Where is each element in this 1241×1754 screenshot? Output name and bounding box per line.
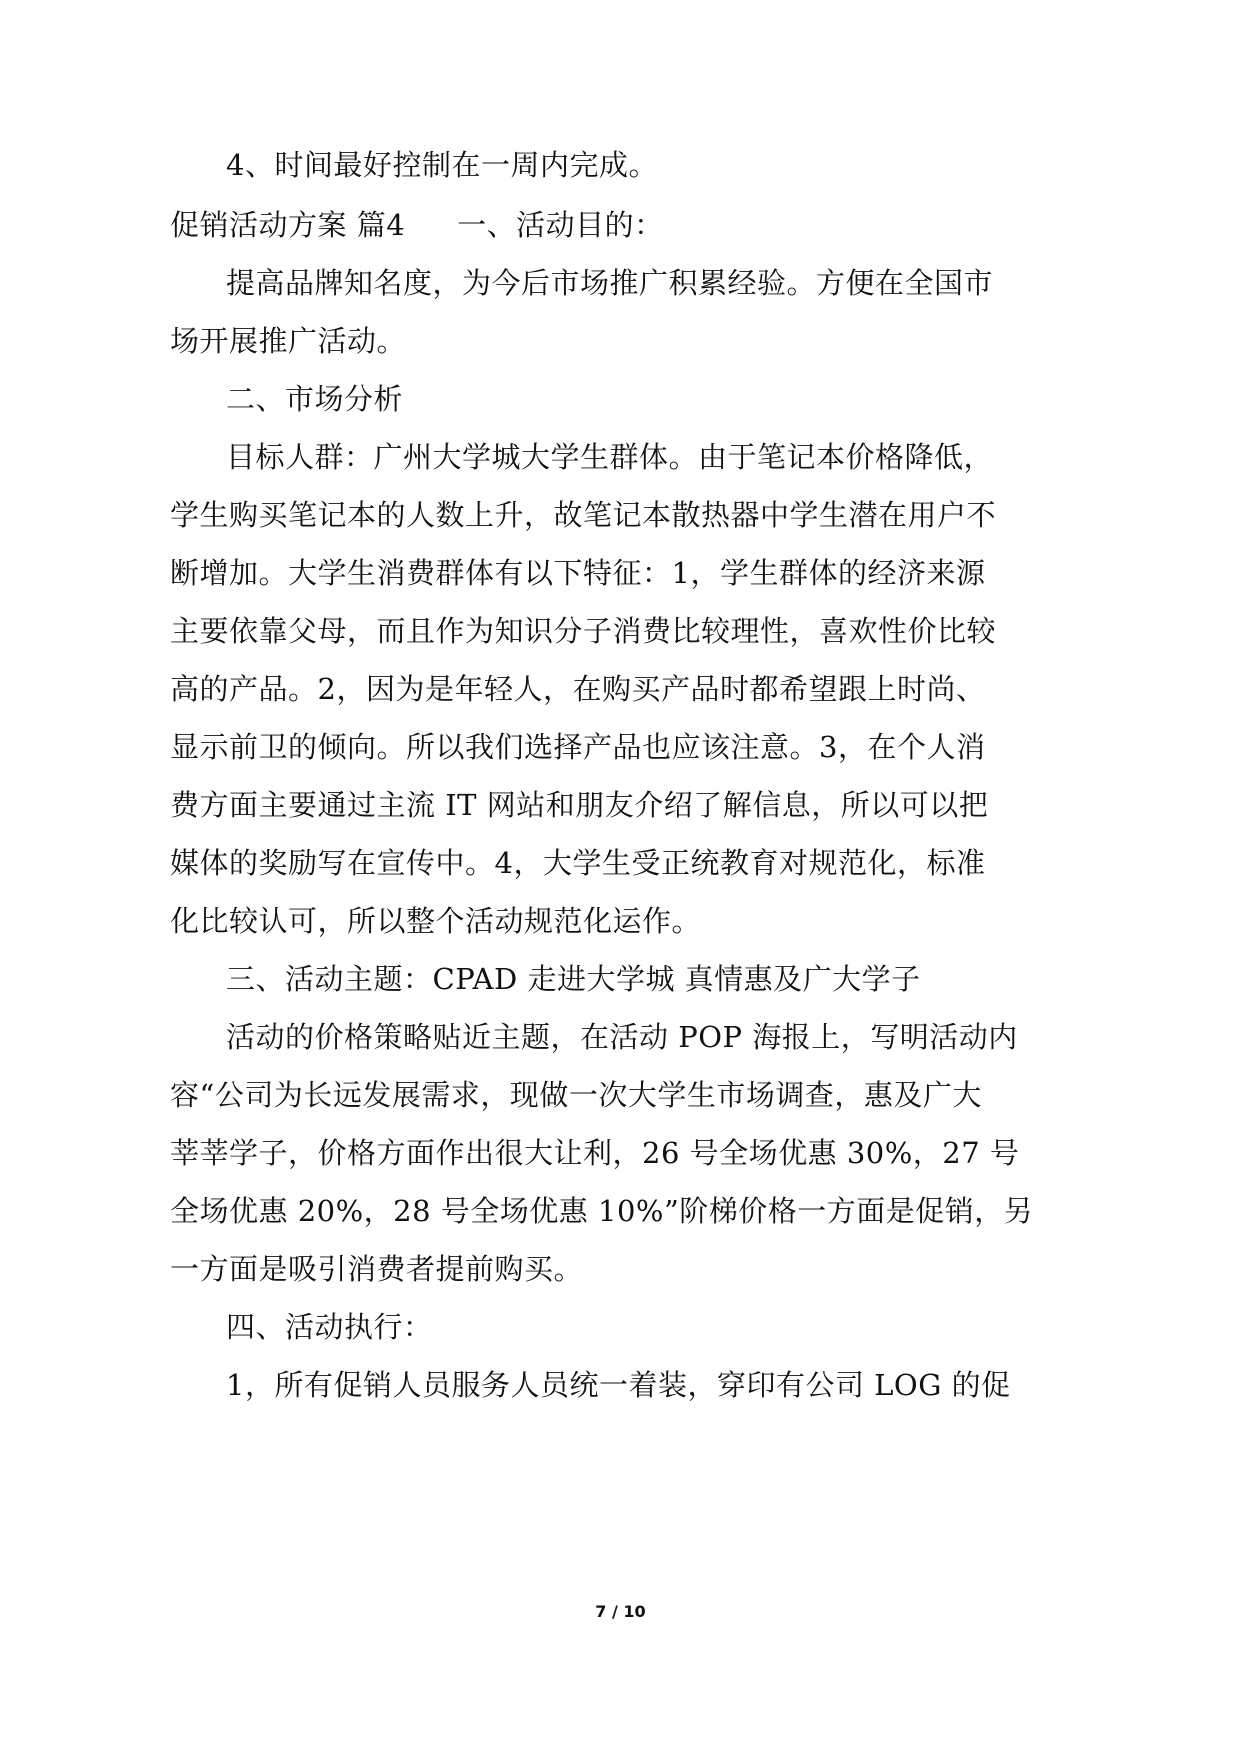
subsection-title <box>0 1302 1241 1352</box>
line-text: 高的产品。2，因为是年轻人，在购买产品时都希望跟上时尚、 <box>170 672 986 706</box>
line-text: 1，所有促销人员服务人员统一着装，穿印有公司 LOG 的促 <box>226 1368 1011 1402</box>
paragraph-line <box>0 432 1241 482</box>
line-text: 三、活动主题：CPAD 走进大学城 真情惠及广大学子 <box>226 962 921 996</box>
paragraph-line <box>0 1244 1241 1294</box>
line-text: 四、活动执行： <box>226 1310 433 1344</box>
subsection-title <box>0 954 1241 1004</box>
subsection-title <box>0 374 1241 424</box>
paragraph-line <box>0 896 1241 946</box>
subsection-title: 一、活动目的： <box>457 208 664 242</box>
paragraph-line <box>0 722 1241 772</box>
paragraph-line <box>0 1070 1241 1120</box>
line-text: 提高品牌知名度，为今后市场推广积累经验。方便在全国市 <box>226 266 994 300</box>
line-text: 断增加。大学生消费群体有以下特征：1，学生群体的经济来源 <box>170 556 986 590</box>
paragraph-line <box>0 548 1241 598</box>
line-text: 主要依靠父母，而且作为知识分子消费比较理性，喜欢性价比较 <box>170 614 997 648</box>
line-text: 容“公司为长远发展需求，现做一次大学生市场调查，惠及广大 <box>170 1078 982 1112</box>
line-text: 莘莘学子，价格方面作出很大让利，26 号全场优惠 30%，27 号 <box>170 1136 1020 1170</box>
line-text: 4、时间最好控制在一周内完成。 <box>226 148 658 182</box>
paragraph-line <box>0 140 1241 190</box>
section-title: 促销活动方案 篇4 <box>170 208 406 242</box>
paragraph-line <box>0 664 1241 714</box>
paragraph-line <box>0 316 1241 366</box>
paragraph-line <box>0 490 1241 540</box>
line-text: 一方面是吸引消费者提前购买。 <box>170 1252 584 1286</box>
paragraph-line <box>0 1128 1241 1178</box>
line-text: 费方面主要通过主流 IT 网站和朋友介绍了解信息，所以可以把 <box>170 788 989 822</box>
paragraph-line <box>0 1012 1241 1062</box>
paragraph-line <box>0 258 1241 308</box>
paragraph-line <box>0 1360 1241 1410</box>
line-text: 活动的价格策略贴近主题，在活动 POP 海报上，写明活动内 <box>226 1020 1018 1054</box>
paragraph-line <box>0 1186 1241 1236</box>
section-heading-line <box>0 200 1241 250</box>
paragraph-line <box>0 838 1241 888</box>
line-text: 显示前卫的倾向。所以我们选择产品也应该注意。3，在个人消 <box>170 730 986 764</box>
paragraph-line <box>0 780 1241 830</box>
line-text: 全场优惠 20%，28 号全场优惠 10%”阶梯价格一方面是促销，另 <box>170 1194 1034 1228</box>
line-text: 目标人群：广州大学城大学生群体。由于笔记本价格降低， <box>226 440 994 474</box>
line-text: 化比较认可，所以整个活动规范化运作。 <box>170 904 702 938</box>
line-text: 二、市场分析 <box>226 382 404 416</box>
paragraph-line <box>0 606 1241 656</box>
line-text: 媒体的奖励写在宣传中。4，大学生受正统教育对规范化，标准 <box>170 846 986 880</box>
line-text: 场开展推广活动。 <box>170 324 407 358</box>
line-text: 学生购买笔记本的人数上升，故笔记本散热器中学生潜在用户不 <box>170 498 997 532</box>
page-number: 7 / 10 <box>595 1602 646 1621</box>
